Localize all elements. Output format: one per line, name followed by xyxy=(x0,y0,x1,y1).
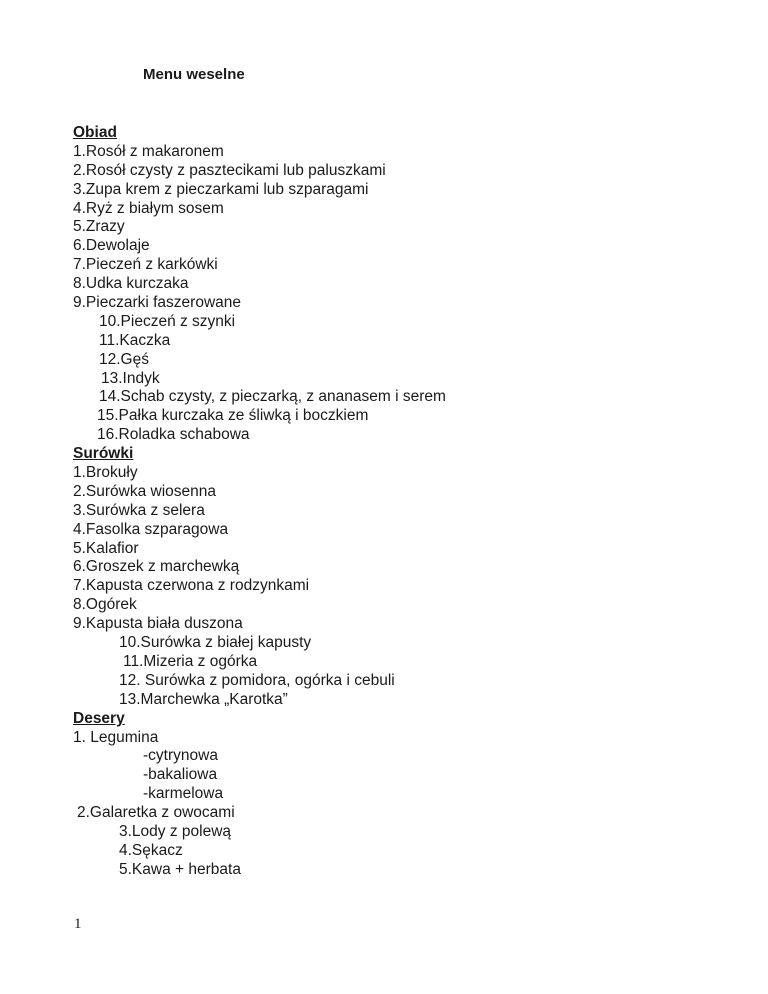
menu-item: 3.Zupa krem z pieczarkami lub szparagami xyxy=(73,180,369,198)
menu-item: 8.Udka kurczaka xyxy=(73,275,189,293)
menu-item: 3.Lody z polewą xyxy=(119,822,232,840)
menu-item: 1.Brokuły xyxy=(73,464,138,482)
menu-item: 7.Kapusta czerwona z rodzynkami xyxy=(73,577,310,595)
menu-item: 5.Kalafior xyxy=(73,539,139,557)
menu-item: 4.Fasolka szparagowa xyxy=(73,520,229,538)
menu-item: 9.Pieczarki faszerowane xyxy=(73,294,241,312)
menu-item: 11.Kaczka xyxy=(99,331,171,349)
menu-item: 4.Sękacz xyxy=(119,841,183,859)
menu-item: 2.Rosół czysty z pasztecikami lub paluszkami xyxy=(73,161,386,179)
menu-item: 10.Pieczeń z szynki xyxy=(99,312,236,330)
menu-item: 6.Dewolaje xyxy=(73,237,150,255)
menu-item: 10.Surówka z białej kapusty xyxy=(119,634,312,652)
menu-item: 3.Surówka z selera xyxy=(73,501,205,519)
menu-item: 1. Legumina xyxy=(73,728,159,746)
menu-item: 5.Zrazy xyxy=(73,218,125,236)
menu-item: 15.Pałka kurczaka ze śliwką i boczkiem xyxy=(97,407,369,425)
page-number: 1 xyxy=(74,916,82,932)
menu-item: 8.Ogórek xyxy=(73,596,137,614)
menu-item: 1.Rosół z makaronem xyxy=(73,142,224,160)
menu-item: -cytrynowa xyxy=(143,747,218,765)
section-heading: Obiad xyxy=(73,124,117,141)
menu-item: 2.Surówka wiosenna xyxy=(73,482,217,500)
menu-item: 4.Ryż z białym sosem xyxy=(73,199,224,217)
menu-item: 12.Gęś xyxy=(99,350,149,368)
page-title: Menu weselne xyxy=(143,66,245,83)
menu-item: 16.Roladka schabowa xyxy=(97,426,250,444)
menu-item: 11.Mizeria z ogórka xyxy=(123,652,258,670)
menu-list xyxy=(0,124,768,880)
section-heading: Desery xyxy=(73,709,125,727)
menu-item: 13.Marchewka „Karotka” xyxy=(119,690,288,708)
menu-item: 13.Indyk xyxy=(101,369,160,387)
menu-item: 2.Galaretka z owocami xyxy=(77,804,235,822)
menu-item: 7.Pieczeń z karkówki xyxy=(73,256,218,274)
menu-item: 14.Schab czysty, z pieczarką, z ananasem i serem xyxy=(99,388,446,406)
menu-item: -karmelowa xyxy=(143,785,224,803)
section-heading: Surówki xyxy=(73,445,134,463)
menu-item: 6.Groszek z marchewką xyxy=(73,558,240,576)
menu-item: -bakaliowa xyxy=(143,766,218,784)
menu-item: 5.Kawa + herbata xyxy=(119,860,241,878)
menu-item: 9.Kapusta biała duszona xyxy=(73,615,243,633)
menu-item: 12. Surówka z pomidora, ogórka i cebuli xyxy=(119,671,395,689)
